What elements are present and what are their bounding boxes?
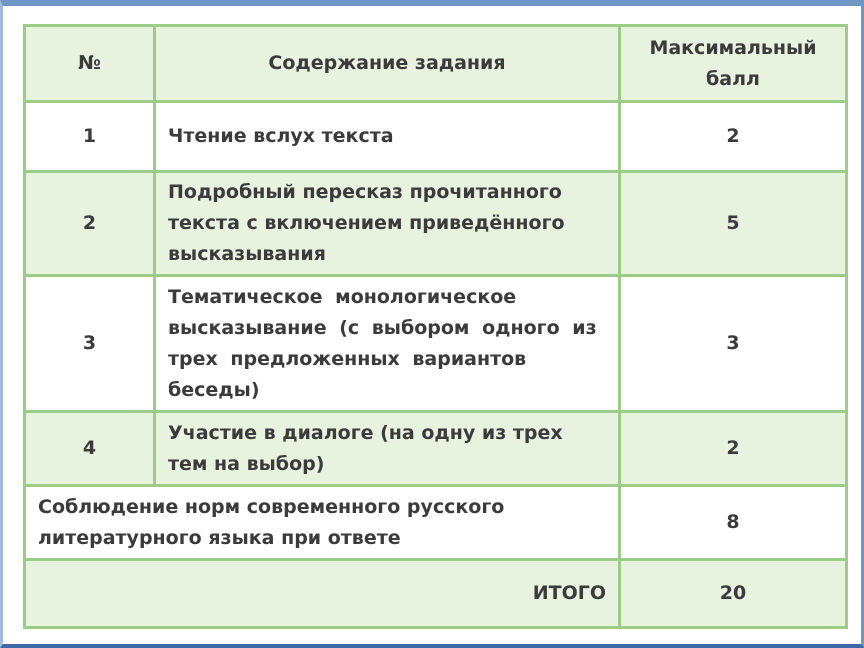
total-label: ИТОГО xyxy=(25,560,620,628)
table-row xyxy=(25,102,847,172)
row-number: 4 xyxy=(25,412,155,486)
table-row xyxy=(25,276,847,412)
header-content: Содержание задания xyxy=(155,26,620,102)
row-number: 2 xyxy=(25,172,155,276)
norms-max-score: 8 xyxy=(620,486,847,560)
norms-content: Соблюдение норм современного русского литературного языка при ответе xyxy=(25,486,620,560)
table-row xyxy=(25,412,847,486)
row-max-score: 2 xyxy=(620,412,847,486)
table-row xyxy=(25,172,847,276)
row-max-score: 3 xyxy=(620,276,847,412)
row-content: Участие в диалоге (на одну из трех тем на выбор) xyxy=(155,412,620,486)
row-content: Чтение вслух текста xyxy=(155,102,620,172)
score-table xyxy=(23,24,848,629)
row-content: Подробный пересказ прочитанного текста с включением приведённого высказывания xyxy=(155,172,620,276)
row-number: 3 xyxy=(25,276,155,412)
row-number: 1 xyxy=(25,102,155,172)
total-row xyxy=(25,560,847,628)
row-max-score: 2 xyxy=(620,102,847,172)
table-header-row xyxy=(25,26,847,102)
row-max-score: 5 xyxy=(620,172,847,276)
header-max-score: Максимальный балл xyxy=(620,26,847,102)
header-number: № xyxy=(25,26,155,102)
total-max-score: 20 xyxy=(620,560,847,628)
norms-row xyxy=(25,486,847,560)
row-content: Тематическое монологическое высказывание (с выбором одного из трех предложенных вариантов беседы) xyxy=(155,276,620,412)
